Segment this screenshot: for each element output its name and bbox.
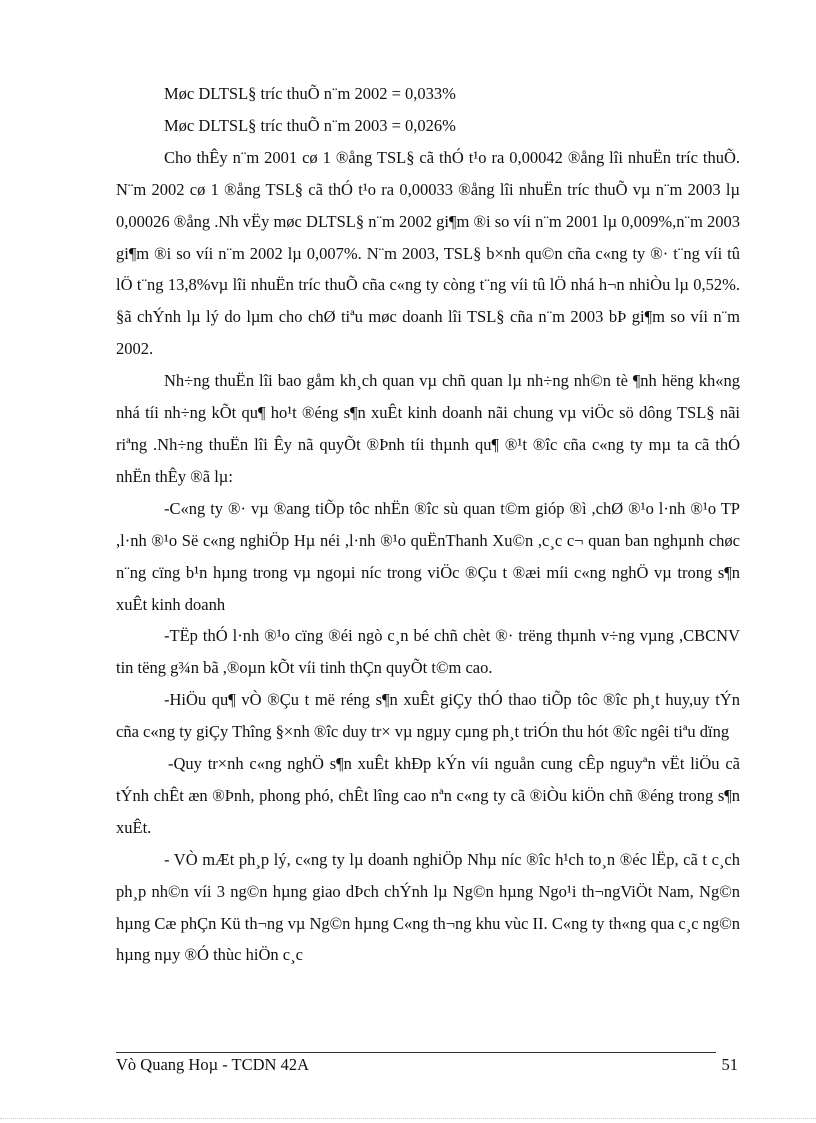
footer-author: Vò Quang Hoµ - TCDN 42A (116, 1055, 309, 1074)
paragraph-advantage-legal: - VÒ mÆt ph¸p lý, c«ng ty lµ doanh nghiÖp Nhµ níc ®îc h¹ch to¸n ®éc lËp, cã t c¸ch ph¸p nh©n víi 3 ng©n hµng giao dÞch chÝnh lµ Ng©n hµng Ngo¹i th¬ngViÖt Nam, Ng©n hµng Cæ phÇn Kü th¬ng vµ Ng©n hµng C«ng th¬ng khu vùc II. C«ng ty th«ng qua c¸c ng©n hµng nµy ®Ó thùc hiÖn c¸c (116, 849, 740, 965)
page-bottom-border (0, 1118, 816, 1119)
formula-line-2002: Møc DLTSL§ tríc thuÕ n¨m 2002 = 0,033% (164, 84, 456, 103)
paragraph-advantage-leadership: -TËp thÓ l·nh ®¹o cïng ®éi ngò c¸n bé chñ chèt ®· trëng thµnh v÷ng vµng ,CBCNV tin tëng g¾n bã ,®oµn kÕt víi tinh thÇn quyÕt t©m cao. (116, 626, 740, 678)
body-text (116, 78, 740, 971)
paragraph-advantage-investment: -HiÖu qu¶ vÒ ®Çu t më réng s¶n xuÊt giÇy thÓ thao tiÕp tôc ®îc ph¸t huy,uy tÝn cña c«ng ty giÇy Thîng §×nh ®îc duy tr× vµ ngµy cµng ph¸t triÓn thu hót ®îc ngêi tiªu dïng (116, 690, 740, 742)
paragraph-analysis: Cho thÊy n¨m 2001 cø 1 ®ång TSL§ cã thÓ t¹o ra 0,00042 ®ång lîi nhuËn tríc thuÕ. N¨m 2002 cø 1 ®ång TSL§ cã thÓ t¹o ra 0,00033 ®ång lîi nhuËn tríc thuÕ vµ n¨m 2003 lµ 0,00026 ®ång .Nh vËy møc DLTSL§ n¨m 2002 gi¶m ®i so víi n¨m 2001 lµ 0,009%,n¨m 2003 gi¶m ®i so víi n¨m 2002 lµ 0,007%. N¨m 2003, TSL§ b×nh qu©n cña c«ng ty ®· t¨ng víi tû lÖ t¨ng 13,8%vµ lîi nhuËn tríc thuÕ cña c«ng ty còng t¨ng víi tû lÖ nhá h¬n nhiÒu lµ 0,52%. §ã chÝnh lµ lý do lµm cho chØ tiªu møc doanh lîi TSL§ cña n¨m 2003 bÞ gi¶m so víi n¨m 2002. (116, 147, 740, 359)
page-number: 51 (721, 1055, 738, 1074)
paragraph-advantage-support: -C«ng ty ®· vµ ®ang tiÕp tôc nhËn ®îc sù quan t©m gióp ®ì ,chØ ®¹o l·nh ®¹o TP ,l·nh ®¹o Së c«ng nghiÖp Hµ néi ,l·nh ®¹o quËnThanh Xu©n ,c¸c c¬ quan ban nghµnh chøc n¨ng cïng b¹n hµng trong vµ ngoµi níc trong viÖc ®Çu t ®æi míi c«ng nghÖ vµ trong s¶n xuÊt kinh doanh (116, 498, 740, 614)
formula-line-2003: Møc DLTSL§ tríc thuÕ n¨m 2003 = 0,026% (164, 115, 456, 135)
paragraph-advantages-intro: Nh÷ng thuËn lîi bao gåm kh¸ch quan vµ chñ quan lµ nh÷ng nh©n tè ¶nh hëng kh«ng nhá tíi nh÷ng kÕt qu¶ ho¹t ®éng s¶n xuÊt kinh doanh nãi chung vµ viÖc sö dông TSL§ nãi riªng .Nh÷ng thuËn lîi Êy nã quyÕt ®Þnh tíi thµnh qu¶ ®¹t ®îc cña c«ng ty mµ ta cã thÓ nhËn thÊy ®ã lµ: (116, 371, 740, 486)
footer-divider (116, 1052, 716, 1053)
paragraph-advantage-process: -Quy tr×nh c«ng nghÖ s¶n xuÊt khÐp kÝn víi nguån cung cÊp nguyªn vËt liÖu cã tÝnh chÊt æn ®Þnh, phong phó, chÊt lîng cao nªn c«ng ty cã ®iÒu kiÖn chñ ®éng trong s¶n xuÊt. (116, 754, 740, 837)
